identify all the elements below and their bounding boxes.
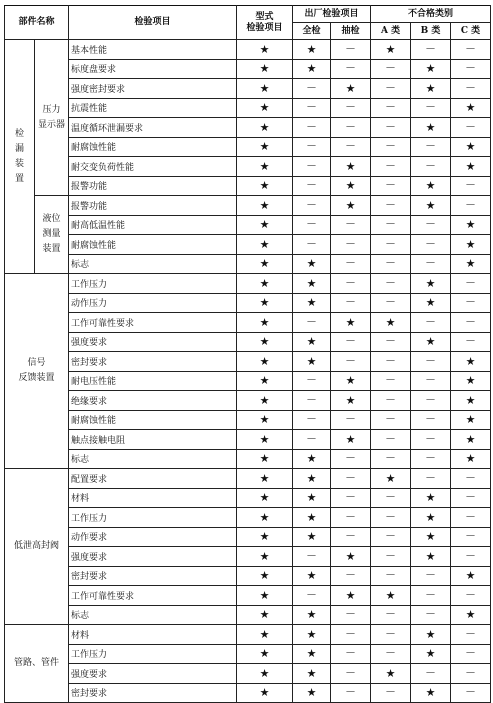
star-mark: ★ (237, 313, 293, 333)
star-mark: ★ (237, 586, 293, 606)
dash-mark: — (331, 40, 371, 60)
dash-mark: — (371, 644, 411, 664)
inspection-item-cell: 标志 (69, 449, 237, 469)
table-row (5, 488, 491, 508)
star-mark: ★ (411, 488, 451, 508)
dash-mark: — (411, 586, 451, 606)
star-mark: ★ (451, 430, 491, 450)
star-mark: ★ (237, 332, 293, 352)
star-mark: ★ (331, 313, 371, 333)
dash-mark: — (411, 157, 451, 177)
table-body (5, 6, 491, 703)
inspection-item-cell: 工作压力 (69, 508, 237, 528)
star-mark: ★ (293, 293, 331, 313)
dash-mark: — (293, 98, 331, 118)
star-mark: ★ (237, 157, 293, 177)
star-mark: ★ (371, 469, 411, 489)
dash-mark: — (371, 508, 411, 528)
table-row (5, 664, 491, 684)
inspection-item-cell: 触点接触电阻 (69, 430, 237, 450)
star-mark: ★ (331, 430, 371, 450)
dash-mark: — (293, 215, 331, 235)
inspection-item-cell: 密封要求 (69, 683, 237, 703)
dash-mark: — (451, 547, 491, 567)
dash-mark: — (331, 488, 371, 508)
dash-mark: — (371, 449, 411, 469)
dash-mark: — (331, 59, 371, 79)
dash-mark: — (331, 215, 371, 235)
dash-mark: — (451, 118, 491, 138)
dash-mark: — (331, 410, 371, 430)
dash-mark: — (371, 430, 411, 450)
table-row (5, 157, 491, 177)
star-mark: ★ (293, 664, 331, 684)
star-mark: ★ (293, 644, 331, 664)
dash-mark: — (293, 157, 331, 177)
table-row (5, 644, 491, 664)
inspection-item-cell: 动作压力 (69, 293, 237, 313)
star-mark: ★ (451, 352, 491, 372)
star-mark: ★ (293, 527, 331, 547)
star-mark: ★ (371, 40, 411, 60)
inspection-item-cell: 强度要求 (69, 547, 237, 567)
dash-mark: — (371, 59, 411, 79)
dash-mark: — (411, 235, 451, 255)
star-mark: ★ (237, 391, 293, 411)
inspection-table (4, 5, 491, 703)
inspection-item-cell: 耐电压性能 (69, 371, 237, 391)
star-mark: ★ (451, 566, 491, 586)
star-mark: ★ (293, 488, 331, 508)
star-mark: ★ (451, 391, 491, 411)
star-mark: ★ (411, 644, 451, 664)
dash-mark: — (331, 352, 371, 372)
dash-mark: — (371, 176, 411, 196)
dash-mark: — (411, 352, 451, 372)
star-mark: ★ (237, 79, 293, 99)
star-mark: ★ (293, 59, 331, 79)
header-class-c: C 类 (451, 23, 491, 40)
header-row-1 (5, 6, 491, 23)
dash-mark: — (371, 332, 411, 352)
star-mark: ★ (293, 332, 331, 352)
star-mark: ★ (237, 527, 293, 547)
table-row (5, 449, 491, 469)
inspection-item-cell: 工作压力 (69, 644, 237, 664)
dash-mark: — (411, 664, 451, 684)
dash-mark: — (411, 430, 451, 450)
inspection-item-cell: 工作压力 (69, 274, 237, 294)
dash-mark: — (451, 508, 491, 528)
star-mark: ★ (411, 196, 451, 216)
table-row (5, 605, 491, 625)
star-mark: ★ (237, 176, 293, 196)
star-mark: ★ (451, 215, 491, 235)
table-row (5, 352, 491, 372)
star-mark: ★ (293, 469, 331, 489)
table-row (5, 391, 491, 411)
header-type-inspection: 型式 检验项目 (237, 6, 293, 40)
dash-mark: — (451, 586, 491, 606)
dash-mark: — (293, 586, 331, 606)
inspection-item-cell: 材料 (69, 625, 237, 645)
dash-mark: — (451, 488, 491, 508)
dash-mark: — (451, 293, 491, 313)
star-mark: ★ (237, 508, 293, 528)
dash-mark: — (293, 196, 331, 216)
header-class-b: B 类 (411, 23, 451, 40)
dash-mark: — (411, 215, 451, 235)
dash-mark: — (331, 254, 371, 274)
dash-mark: — (451, 40, 491, 60)
dash-mark: — (331, 274, 371, 294)
subgroup-name-cell: 压力 显示器 (35, 40, 69, 196)
group-name-cell: 管路、管件 (5, 625, 69, 703)
inspection-item-cell: 工作可靠性要求 (69, 586, 237, 606)
star-mark: ★ (411, 332, 451, 352)
star-mark: ★ (411, 118, 451, 138)
dash-mark: — (293, 118, 331, 138)
dash-mark: — (371, 196, 411, 216)
dash-mark: — (331, 683, 371, 703)
group-name-cell: 低泄高封阀 (5, 469, 69, 625)
dash-mark: — (293, 79, 331, 99)
star-mark: ★ (293, 254, 331, 274)
inspection-item-cell: 标度盘要求 (69, 59, 237, 79)
star-mark: ★ (237, 215, 293, 235)
header-class-a: A 类 (371, 23, 411, 40)
dash-mark: — (411, 391, 451, 411)
star-mark: ★ (293, 449, 331, 469)
dash-mark: — (451, 625, 491, 645)
table-row (5, 332, 491, 352)
header-inspection-item: 检验项目 (69, 6, 237, 40)
dash-mark: — (331, 118, 371, 138)
dash-mark: — (451, 313, 491, 333)
inspection-item-cell: 材料 (69, 488, 237, 508)
star-mark: ★ (237, 40, 293, 60)
table-row (5, 469, 491, 489)
dash-mark: — (371, 118, 411, 138)
table-row (5, 527, 491, 547)
table-row (5, 683, 491, 703)
inspection-item-cell: 耐腐蚀性能 (69, 410, 237, 430)
dash-mark: — (331, 293, 371, 313)
dash-mark: — (331, 98, 371, 118)
star-mark: ★ (237, 274, 293, 294)
dash-mark: — (451, 527, 491, 547)
dash-mark: — (331, 664, 371, 684)
dash-mark: — (371, 79, 411, 99)
dash-mark: — (371, 391, 411, 411)
star-mark: ★ (237, 488, 293, 508)
table-row (5, 254, 491, 274)
table-row (5, 40, 491, 60)
group-name-cell: 信号 反馈装置 (5, 274, 69, 469)
dash-mark: — (411, 469, 451, 489)
star-mark: ★ (451, 137, 491, 157)
dash-mark: — (451, 196, 491, 216)
star-mark: ★ (237, 644, 293, 664)
dash-mark: — (371, 547, 411, 567)
star-mark: ★ (451, 98, 491, 118)
table-row (5, 137, 491, 157)
table-row (5, 410, 491, 430)
dash-mark: — (371, 683, 411, 703)
header-factory-inspection: 出厂检验项目 (293, 6, 371, 23)
inspection-item-cell: 标志 (69, 254, 237, 274)
table-row (5, 566, 491, 586)
star-mark: ★ (331, 586, 371, 606)
dash-mark: — (371, 566, 411, 586)
star-mark: ★ (237, 430, 293, 450)
star-mark: ★ (451, 410, 491, 430)
dash-mark: — (411, 566, 451, 586)
star-mark: ★ (237, 605, 293, 625)
star-mark: ★ (293, 683, 331, 703)
star-mark: ★ (237, 137, 293, 157)
inspection-item-cell: 标志 (69, 605, 237, 625)
table-row (5, 274, 491, 294)
star-mark: ★ (237, 410, 293, 430)
star-mark: ★ (237, 98, 293, 118)
star-mark: ★ (293, 605, 331, 625)
star-mark: ★ (371, 586, 411, 606)
inspection-item-cell: 耐高低温性能 (69, 215, 237, 235)
star-mark: ★ (451, 235, 491, 255)
subgroup-name-cell: 液位 测量 装置 (35, 196, 69, 274)
star-mark: ★ (293, 352, 331, 372)
dash-mark: — (293, 313, 331, 333)
star-mark: ★ (411, 274, 451, 294)
star-mark: ★ (237, 196, 293, 216)
dash-mark: — (331, 449, 371, 469)
star-mark: ★ (237, 469, 293, 489)
inspection-item-cell: 密封要求 (69, 352, 237, 372)
table-row (5, 215, 491, 235)
dash-mark: — (371, 352, 411, 372)
dash-mark: — (331, 469, 371, 489)
table-row (5, 118, 491, 138)
dash-mark: — (331, 605, 371, 625)
dash-mark: — (371, 605, 411, 625)
star-mark: ★ (411, 293, 451, 313)
dash-mark: — (371, 371, 411, 391)
dash-mark: — (371, 137, 411, 157)
star-mark: ★ (331, 176, 371, 196)
star-mark: ★ (293, 625, 331, 645)
dash-mark: — (451, 274, 491, 294)
star-mark: ★ (411, 625, 451, 645)
dash-mark: — (331, 332, 371, 352)
star-mark: ★ (451, 371, 491, 391)
star-mark: ★ (237, 566, 293, 586)
dash-mark: — (371, 410, 411, 430)
star-mark: ★ (237, 664, 293, 684)
star-mark: ★ (451, 449, 491, 469)
dash-mark: — (451, 59, 491, 79)
inspection-item-cell: 绝缘要求 (69, 391, 237, 411)
dash-mark: — (331, 527, 371, 547)
dash-mark: — (411, 410, 451, 430)
inspection-item-cell: 密封要求 (69, 566, 237, 586)
star-mark: ★ (371, 313, 411, 333)
dash-mark: — (451, 79, 491, 99)
dash-mark: — (411, 40, 451, 60)
star-mark: ★ (293, 274, 331, 294)
table-row (5, 586, 491, 606)
dash-mark: — (451, 683, 491, 703)
star-mark: ★ (451, 254, 491, 274)
dash-mark: — (411, 254, 451, 274)
inspection-item-cell: 动作要求 (69, 527, 237, 547)
dash-mark: — (371, 274, 411, 294)
dash-mark: — (331, 566, 371, 586)
dash-mark: — (293, 430, 331, 450)
dash-mark: — (451, 664, 491, 684)
table-row (5, 235, 491, 255)
dash-mark: — (331, 235, 371, 255)
inspection-item-cell: 耐腐蚀性能 (69, 137, 237, 157)
dash-mark: — (371, 254, 411, 274)
dash-mark: — (293, 371, 331, 391)
star-mark: ★ (371, 664, 411, 684)
table-row (5, 430, 491, 450)
table-row (5, 313, 491, 333)
table-row (5, 196, 491, 216)
star-mark: ★ (237, 118, 293, 138)
dash-mark: — (371, 527, 411, 547)
star-mark: ★ (451, 605, 491, 625)
dash-mark: — (293, 410, 331, 430)
star-mark: ★ (411, 547, 451, 567)
dash-mark: — (371, 157, 411, 177)
dash-mark: — (451, 332, 491, 352)
header-component-name: 部件名称 (5, 6, 69, 40)
star-mark: ★ (237, 371, 293, 391)
table-row (5, 371, 491, 391)
dash-mark: — (331, 508, 371, 528)
header-nonconformity-class: 不合格类别 (371, 6, 491, 23)
star-mark: ★ (237, 625, 293, 645)
star-mark: ★ (411, 176, 451, 196)
inspection-item-cell: 强度密封要求 (69, 79, 237, 99)
inspection-item-cell: 报警功能 (69, 196, 237, 216)
inspection-item-cell: 抗震性能 (69, 98, 237, 118)
header-sampling: 抽检 (331, 23, 371, 40)
dash-mark: — (331, 137, 371, 157)
table-row (5, 293, 491, 313)
dash-mark: — (293, 137, 331, 157)
dash-mark: — (411, 371, 451, 391)
inspection-item-cell: 耐腐蚀性能 (69, 235, 237, 255)
star-mark: ★ (411, 79, 451, 99)
table-row (5, 508, 491, 528)
dash-mark: — (411, 605, 451, 625)
dash-mark: — (293, 235, 331, 255)
dash-mark: — (331, 644, 371, 664)
dash-mark: — (411, 313, 451, 333)
star-mark: ★ (293, 566, 331, 586)
star-mark: ★ (237, 235, 293, 255)
star-mark: ★ (237, 254, 293, 274)
star-mark: ★ (331, 196, 371, 216)
star-mark: ★ (331, 547, 371, 567)
dash-mark: — (451, 644, 491, 664)
inspection-item-cell: 温度循环泄漏要求 (69, 118, 237, 138)
table-row (5, 625, 491, 645)
dash-mark: — (371, 488, 411, 508)
star-mark: ★ (331, 79, 371, 99)
dash-mark: — (293, 176, 331, 196)
star-mark: ★ (411, 59, 451, 79)
dash-mark: — (411, 98, 451, 118)
inspection-item-cell: 耐交变负荷性能 (69, 157, 237, 177)
star-mark: ★ (331, 391, 371, 411)
table-row (5, 547, 491, 567)
dash-mark: — (451, 176, 491, 196)
inspection-item-cell: 工作可靠性要求 (69, 313, 237, 333)
dash-mark: — (293, 391, 331, 411)
table-row (5, 176, 491, 196)
star-mark: ★ (237, 293, 293, 313)
star-mark: ★ (411, 508, 451, 528)
dash-mark: — (371, 293, 411, 313)
star-mark: ★ (411, 683, 451, 703)
dash-mark: — (371, 98, 411, 118)
table-row (5, 98, 491, 118)
star-mark: ★ (237, 352, 293, 372)
inspection-item-cell: 报警功能 (69, 176, 237, 196)
star-mark: ★ (293, 508, 331, 528)
inspection-item-cell: 配置要求 (69, 469, 237, 489)
dash-mark: — (411, 137, 451, 157)
star-mark: ★ (237, 59, 293, 79)
dash-mark: — (411, 449, 451, 469)
dash-mark: — (371, 235, 411, 255)
star-mark: ★ (237, 547, 293, 567)
table-row (5, 59, 491, 79)
star-mark: ★ (411, 527, 451, 547)
inspection-item-cell: 强度要求 (69, 664, 237, 684)
star-mark: ★ (237, 683, 293, 703)
star-mark: ★ (237, 449, 293, 469)
group-name-cell: 检 漏 装 置 (5, 40, 35, 274)
table-row (5, 79, 491, 99)
star-mark: ★ (331, 371, 371, 391)
star-mark: ★ (293, 40, 331, 60)
star-mark: ★ (451, 157, 491, 177)
inspection-item-cell: 强度要求 (69, 332, 237, 352)
star-mark: ★ (331, 157, 371, 177)
dash-mark: — (371, 215, 411, 235)
dash-mark: — (371, 625, 411, 645)
dash-mark: — (293, 547, 331, 567)
dash-mark: — (451, 469, 491, 489)
inspection-item-cell: 基本性能 (69, 40, 237, 60)
dash-mark: — (331, 625, 371, 645)
header-full-inspection: 全检 (293, 23, 331, 40)
